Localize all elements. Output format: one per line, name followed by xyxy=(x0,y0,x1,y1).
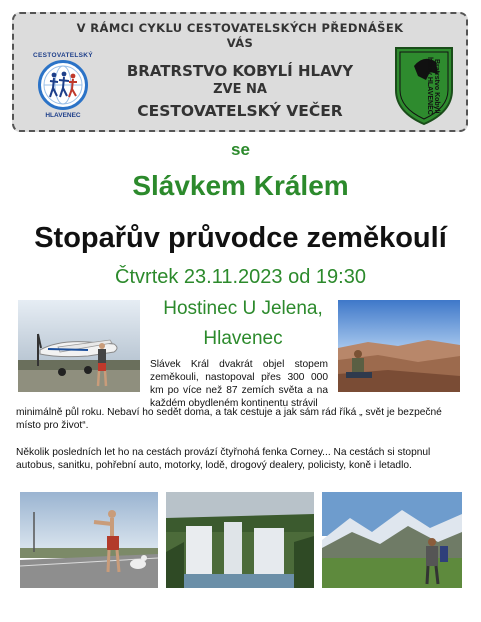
organizer-name: BRATRSTVO KOBYLÍ HLAVY xyxy=(126,62,354,80)
body-paragraph: Několik posledních let ho na cestách provází čtyřnohá fenka Corney... Na cestách si stopnul autobus, sanitku, pohřební auto, motorky, lodě, drogový dealery, policisty, koně i letadlo. xyxy=(16,447,431,471)
talk-title: Stopařův průvodce zeměkoulí xyxy=(34,222,447,254)
left-logo-text-bottom: HLAVENEC xyxy=(45,112,81,119)
header-line-2: VÁS xyxy=(226,36,254,50)
event-type: CESTOVATELSKÝ VEČER xyxy=(137,102,343,120)
intro-paragraph-continued: minimálně půl roku. Nebaví ho sedět doma, a tak cestuje a jak sám rád říká „ svět je bezpečné místo pro život“. xyxy=(16,407,442,431)
invite-text: ZVE NA xyxy=(213,82,267,97)
left-logo-text-top: CESTOVATELSKÝ xyxy=(33,52,93,59)
horse-head-shield-logo xyxy=(392,44,456,126)
mountains-photo xyxy=(322,492,462,588)
canyon-photo xyxy=(338,300,460,392)
travelers-globe-logo xyxy=(32,52,94,119)
header-banner xyxy=(12,12,468,132)
speaker-prefix: se xyxy=(231,140,250,159)
hitchhiking-road-photo xyxy=(20,492,158,588)
header-line-1: V RÁMCI CYKLU CESTOVATELSKÝCH PŘEDNÁŠEK xyxy=(76,21,404,35)
venue-line-2: Hlavenec xyxy=(203,328,283,349)
intro-paragraph: Slávek Král dvakrát objel stopem zeměkouli, nastopoval přes 300 000 km po více než 87 zemích světa a na každém obydleném kontinentu strávil xyxy=(150,359,328,409)
venue-line-1: Hostinec U Jelena, xyxy=(163,298,323,319)
speaker-name: Slávkem Králem xyxy=(132,170,349,201)
right-logo-text: Bratrstvo Kobylí hlavy HLAVENEC xyxy=(426,57,440,115)
waterfall-photo xyxy=(166,492,314,588)
event-date-time: Čtvrtek 23.11.2023 od 19:30 xyxy=(115,266,366,288)
airplane-photo xyxy=(18,300,140,392)
